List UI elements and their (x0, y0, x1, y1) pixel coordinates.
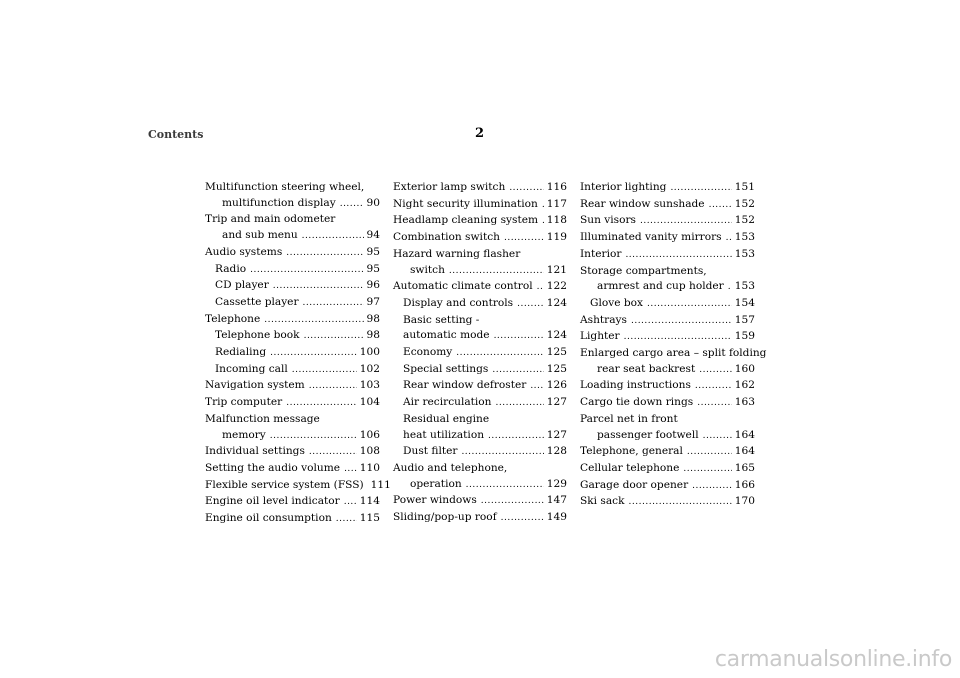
dot-leader (699, 363, 732, 379)
toc-entry-title: Malfunction message (205, 412, 320, 425)
toc-entry-page: 152 (734, 214, 755, 227)
toc-column-2 (393, 180, 567, 527)
page-title: Contents (148, 128, 204, 141)
toc-entry[interactable] (580, 279, 755, 296)
toc-entry-page: 170 (734, 495, 755, 508)
toc-entry-page: 110 (359, 461, 380, 474)
toc-entry[interactable] (205, 395, 380, 412)
toc-entry-page: 127 (546, 396, 567, 409)
dot-leader (625, 248, 731, 264)
toc-entry-page: 106 (359, 428, 380, 441)
toc-entry-page: 111 (370, 478, 391, 491)
toc-entry-title: heat utilization (403, 428, 485, 441)
dot-leader (695, 379, 732, 395)
toc-entry[interactable] (393, 412, 567, 428)
toc-entry[interactable] (205, 295, 380, 312)
toc-entry-title: Cellular telephone (580, 461, 680, 474)
toc-entry[interactable] (205, 444, 380, 461)
dot-leader (466, 478, 544, 494)
toc-entry-page: 108 (359, 445, 380, 458)
toc-entry-page: 125 (546, 346, 567, 359)
toc-entry-title: Navigation system (205, 379, 305, 392)
toc-entry-page: 157 (734, 313, 755, 326)
toc-entry-page: 128 (546, 445, 567, 458)
toc-entry[interactable] (393, 180, 567, 197)
toc-entry[interactable] (580, 264, 755, 280)
toc-entry-page: 97 (366, 295, 380, 308)
toc-entry[interactable] (393, 510, 567, 527)
toc-entry[interactable] (580, 346, 767, 362)
toc-entry-title: Audio and telephone, (393, 461, 508, 474)
dot-leader (309, 445, 357, 461)
toc-entry-page: 118 (546, 214, 567, 227)
toc-entry-title: Headlamp cleaning system (393, 214, 539, 227)
toc-entry-title: Rear window sunshade (580, 197, 705, 210)
toc-entry-title: Telephone, general (580, 445, 683, 458)
dot-leader (624, 330, 732, 346)
toc-entry-title: Loading instructions (580, 379, 691, 392)
toc-entry-title: Radio (215, 262, 247, 275)
toc-entry-title: Lighter (580, 330, 620, 343)
dot-leader (492, 363, 543, 379)
toc-entry[interactable] (393, 395, 567, 412)
dot-leader (270, 346, 357, 362)
dot-leader (481, 494, 544, 510)
toc-entry[interactable] (393, 328, 567, 345)
toc-entry[interactable] (205, 511, 380, 528)
toc-entry[interactable] (580, 329, 755, 346)
toc-entry[interactable] (393, 428, 567, 445)
toc-entry[interactable] (393, 477, 567, 494)
toc-entry-page: 124 (546, 329, 567, 342)
toc-entry[interactable] (393, 279, 567, 296)
toc-entry-title: Basic setting - (403, 313, 480, 326)
toc-entry-title: Interior lighting (580, 181, 667, 193)
toc-entry-page: 159 (734, 330, 755, 343)
toc-entry[interactable] (580, 197, 755, 214)
dot-leader (647, 297, 732, 313)
toc-entry-title: memory (222, 428, 266, 441)
toc-entry[interactable] (580, 428, 755, 445)
dot-leader (542, 214, 544, 230)
dot-leader (449, 264, 544, 280)
toc-entry-title: operation (410, 477, 462, 490)
toc-entry-page: 162 (734, 379, 755, 392)
toc-entry-page: 102 (359, 362, 380, 375)
toc-entry-title: switch (410, 263, 445, 276)
dot-leader (501, 511, 544, 527)
toc-entry-title: Trip and main odometer (205, 213, 336, 226)
toc-entry[interactable] (393, 213, 567, 230)
toc-entry[interactable] (393, 493, 567, 510)
dot-leader (270, 429, 357, 445)
toc-entry-page: 153 (734, 247, 755, 260)
toc-entry-page: 98 (366, 329, 380, 342)
toc-entry[interactable] (393, 378, 567, 395)
toc-entry-title: Engine oil level indicator (205, 495, 340, 508)
toc-entry-title: automatic mode (403, 329, 490, 342)
dot-leader (726, 231, 732, 247)
toc-entry-page: 98 (366, 312, 380, 325)
toc-entry[interactable] (580, 213, 755, 230)
toc-entry-title: Cassette player (215, 295, 299, 308)
toc-entry[interactable] (205, 378, 380, 395)
toc-entry-title: Cargo tie down rings (580, 396, 694, 409)
toc-entry-title: Power windows (393, 494, 477, 507)
toc-entry-title: Flexible service system (FSS) (205, 478, 364, 491)
toc-entry-title: armrest and cup holder (597, 280, 724, 293)
toc-entry-page: 124 (546, 296, 567, 309)
toc-entry[interactable] (580, 461, 755, 478)
toc-entry-page: 94 (366, 229, 380, 242)
toc-entry[interactable] (205, 362, 380, 379)
toc-entry-title: Combination switch (393, 231, 500, 244)
toc-entry[interactable] (205, 245, 380, 262)
toc-entry[interactable] (580, 478, 755, 495)
toc-entry[interactable] (580, 180, 755, 197)
toc-entry-title: Illuminated vanity mirrors (580, 231, 722, 244)
toc-entry[interactable] (393, 444, 567, 461)
dot-leader (494, 329, 544, 345)
toc-entry-title: Dust filter (403, 445, 458, 458)
toc-entry-title: Air recirculation (403, 396, 492, 409)
dot-leader (309, 379, 357, 395)
toc-entry-page: 163 (734, 396, 755, 409)
toc-entry-title: Engine oil consumption (205, 512, 332, 525)
toc-entry-page: 115 (359, 512, 380, 525)
toc-entry-page: 125 (546, 362, 567, 375)
toc-entry-page: 151 (734, 181, 755, 193)
toc-entry-title: rear seat backrest (597, 362, 696, 375)
toc-entry-page: 166 (734, 478, 755, 491)
dot-leader (336, 512, 357, 528)
toc-entry-page: 90 (366, 196, 380, 209)
toc-entry-page: 117 (546, 197, 567, 210)
dot-leader (640, 214, 732, 230)
toc-entry-page: 116 (546, 181, 567, 193)
toc-entry[interactable] (205, 412, 380, 428)
toc-column-3 (580, 180, 767, 511)
toc-entry[interactable] (580, 395, 755, 412)
toc-entry-title: Trip computer (205, 396, 283, 409)
dot-leader (456, 346, 543, 362)
toc-column-1 (205, 180, 391, 528)
toc-entry[interactable] (205, 180, 380, 196)
toc-entry-title: Incoming call (215, 362, 288, 375)
toc-entry-title: multifunction display (222, 196, 336, 209)
toc-entry[interactable] (205, 278, 380, 295)
toc-entry[interactable] (580, 230, 755, 247)
toc-entry-title: Interior (580, 247, 622, 260)
toc-entry[interactable] (205, 478, 391, 495)
dot-leader (302, 229, 364, 245)
dot-leader (703, 429, 732, 445)
dot-leader (340, 197, 364, 213)
toc-entry-page: 126 (546, 379, 567, 392)
toc-entry[interactable] (580, 362, 755, 379)
toc-entry-page: 160 (734, 362, 755, 375)
dot-leader (629, 495, 732, 511)
dot-leader (504, 231, 544, 247)
toc-entry-title: Garage door opener (580, 478, 689, 491)
dot-leader (697, 396, 732, 412)
dot-leader (670, 181, 731, 197)
watermark: carmanualsonline.info (714, 647, 952, 672)
toc-entry-page: 122 (546, 280, 567, 293)
dot-leader (304, 329, 364, 345)
toc-entry-page: 147 (546, 494, 567, 507)
toc-entry[interactable] (393, 313, 567, 329)
toc-entry-page: 165 (734, 461, 755, 474)
toc-entry-title: Enlarged cargo area – split folding (580, 347, 767, 360)
toc-entry[interactable] (580, 444, 755, 461)
dot-leader (273, 279, 364, 295)
dot-leader (292, 363, 357, 379)
toc-entry[interactable] (393, 345, 567, 362)
toc-entry[interactable] (580, 247, 755, 264)
toc-entry-page: 95 (366, 262, 380, 275)
toc-entry-page: 154 (734, 296, 755, 309)
toc-entry-title: Multifunction steering wheel, (205, 181, 365, 193)
toc-entry-page: 104 (359, 396, 380, 409)
toc-entry-page: 152 (734, 197, 755, 210)
toc-entry-title: Storage compartments, (580, 264, 707, 277)
dot-leader (286, 396, 357, 412)
dot-leader (488, 429, 544, 445)
dot-leader (496, 396, 544, 412)
dot-leader (728, 280, 732, 296)
toc-entry-title: Display and controls (403, 296, 514, 309)
toc-entry-page: 149 (546, 511, 567, 524)
toc-entry-title: Glove box (590, 296, 643, 309)
dot-leader (250, 263, 363, 279)
toc-entry[interactable] (205, 212, 380, 228)
toc-entry[interactable] (580, 296, 755, 313)
toc-entry[interactable] (205, 461, 380, 478)
toc-entry-page: 95 (366, 245, 380, 258)
toc-entry-page: 164 (734, 428, 755, 441)
toc-entry-title: CD player (215, 279, 269, 292)
toc-entry[interactable] (580, 412, 755, 428)
dot-leader (537, 280, 544, 296)
dot-leader (344, 495, 357, 511)
toc-entry[interactable] (580, 313, 755, 330)
toc-entry-page: 164 (734, 445, 755, 458)
toc-entry-page: 100 (359, 346, 380, 359)
toc-entry[interactable] (393, 362, 567, 379)
toc-entry-page: 96 (366, 279, 380, 292)
toc-entry[interactable] (205, 228, 380, 245)
dot-leader (692, 479, 732, 495)
toc-entry-page: 114 (359, 495, 380, 508)
toc-entry-title: Sun visors (580, 214, 636, 227)
toc-entry-page: 103 (359, 379, 380, 392)
toc-entry-title: passenger footwell (597, 428, 699, 441)
toc-entry-page: 153 (734, 231, 755, 244)
toc-entry-title: Night security illumination (393, 197, 538, 210)
dot-leader (517, 297, 544, 313)
dot-leader (683, 462, 731, 478)
toc-entry[interactable] (580, 494, 755, 511)
toc-entry-title: Ashtrays (580, 313, 627, 326)
toc-entry-title: Redialing (215, 346, 267, 359)
dot-leader (286, 246, 363, 262)
toc-entry[interactable] (580, 378, 755, 395)
toc-entry-page: 153 (734, 280, 755, 293)
toc-entry-title: Special settings (403, 362, 489, 375)
toc-entry-title: Parcel net in front (580, 412, 678, 425)
toc-entry-title: Individual settings (205, 445, 305, 458)
toc-entry-title: Audio systems (205, 245, 283, 258)
toc-entry-title: Sliding/pop-up roof (393, 511, 497, 524)
toc-entry-page: 127 (546, 428, 567, 441)
toc-entry[interactable] (205, 262, 380, 279)
toc-entry-title: Setting the audio volume (205, 461, 341, 474)
toc-entry-page: 121 (546, 263, 567, 276)
toc-entry-title: Rear window defroster (403, 379, 527, 392)
toc-entry-title: Economy (403, 346, 453, 359)
toc-entry[interactable] (393, 247, 567, 263)
toc-entry-page: 119 (546, 231, 567, 244)
toc-entry[interactable] (393, 230, 567, 247)
dot-leader (687, 445, 732, 461)
dot-leader (631, 314, 732, 330)
toc-entry[interactable] (205, 312, 380, 329)
toc-entry-page: 129 (546, 477, 567, 490)
dot-leader (303, 296, 364, 312)
dot-leader (709, 198, 732, 214)
toc-entry[interactable] (393, 461, 567, 477)
dot-leader (344, 462, 357, 478)
toc-entry[interactable] (393, 263, 567, 280)
toc-entry-title: Ski sack (580, 495, 625, 508)
toc-entry-title: and sub menu (222, 229, 298, 242)
page-number: 2 (475, 126, 485, 141)
dot-leader (542, 198, 544, 214)
toc-entry-title: Automatic climate control (393, 280, 533, 293)
toc-entry[interactable] (205, 196, 380, 213)
toc-entry-title: Residual engine (403, 412, 490, 425)
toc-entry-title: Exterior lamp switch (393, 181, 506, 193)
dot-leader (530, 379, 543, 395)
toc-entry-title: Telephone (205, 312, 261, 325)
toc-entry[interactable] (205, 345, 380, 362)
toc-entry[interactable] (205, 428, 380, 445)
toc-entry[interactable] (393, 296, 567, 313)
toc-entry[interactable] (205, 494, 380, 511)
dot-leader (509, 181, 543, 197)
dot-leader (461, 445, 543, 461)
toc-entry[interactable] (393, 197, 567, 214)
toc-entry-title: Telephone book (215, 329, 300, 342)
dot-leader (264, 313, 363, 329)
toc-entry-title: Hazard warning flasher (393, 247, 521, 260)
toc-entry[interactable] (205, 328, 380, 345)
